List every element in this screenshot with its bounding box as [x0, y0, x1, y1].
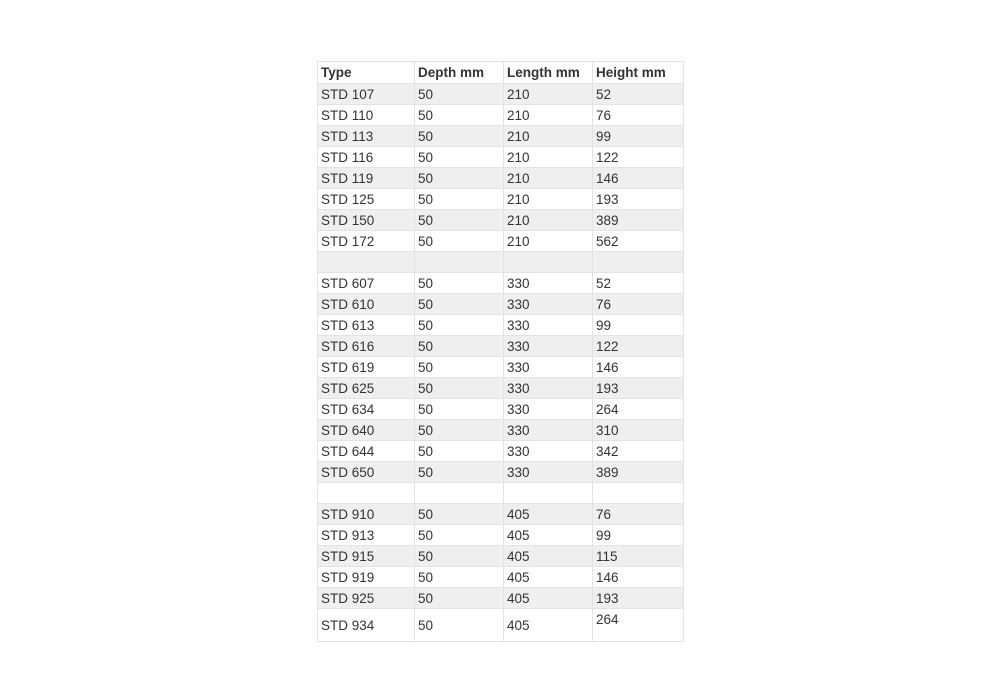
table-cell-height: 389: [593, 210, 684, 231]
table-cell-height: 99: [593, 525, 684, 546]
table-cell-height: 193: [593, 588, 684, 609]
table-cell-height: 146: [593, 168, 684, 189]
table-cell-type: STD 925: [318, 588, 415, 609]
table-cell-height: 52: [593, 84, 684, 105]
table-cell-depth: 50: [415, 525, 504, 546]
table-cell-height: 52: [593, 273, 684, 294]
table-row: [318, 399, 684, 420]
table-cell-depth: 50: [415, 504, 504, 525]
table-cell-depth: 50: [415, 231, 504, 252]
table-cell-height: 115: [593, 546, 684, 567]
table-cell-depth: 50: [415, 168, 504, 189]
table-cell-height: 122: [593, 336, 684, 357]
table-cell-type: STD 616: [318, 336, 415, 357]
table-cell-height: 76: [593, 504, 684, 525]
table-cell-depth: 50: [415, 546, 504, 567]
table-cell-depth: 50: [415, 441, 504, 462]
table-row: [318, 189, 684, 210]
table-cell-depth: 50: [415, 105, 504, 126]
table-cell-type: [318, 483, 415, 504]
table-cell-depth: 50: [415, 84, 504, 105]
table-cell-type: STD 613: [318, 315, 415, 336]
table-cell-type: STD 607: [318, 273, 415, 294]
table-cell-depth: 50: [415, 420, 504, 441]
table-cell-depth: 50: [415, 315, 504, 336]
table-row: [318, 357, 684, 378]
table-cell-type: STD 644: [318, 441, 415, 462]
table-cell-height: 193: [593, 378, 684, 399]
table-row: [318, 294, 684, 315]
table-cell-type: STD 116: [318, 147, 415, 168]
table-cell-type: [318, 252, 415, 273]
table-row: [318, 420, 684, 441]
table-cell-length: [504, 252, 593, 273]
table-cell-type: STD 125: [318, 189, 415, 210]
table-cell-height: 146: [593, 567, 684, 588]
table-cell-length: 330: [504, 273, 593, 294]
table-cell-length: 210: [504, 126, 593, 147]
table-row: [318, 525, 684, 546]
table-cell-height: 99: [593, 315, 684, 336]
table-cell-height: 76: [593, 105, 684, 126]
table-cell-type: STD 619: [318, 357, 415, 378]
table-cell-height: 193: [593, 189, 684, 210]
table-cell-length: 330: [504, 315, 593, 336]
table-row: [318, 273, 684, 294]
table-cell-length: 210: [504, 210, 593, 231]
table-spacer-row: [318, 252, 684, 273]
table-cell-depth: 50: [415, 294, 504, 315]
table-cell-length: 330: [504, 420, 593, 441]
table-cell-depth: 50: [415, 399, 504, 420]
table-cell-length: 210: [504, 189, 593, 210]
table-cell-length: 330: [504, 294, 593, 315]
table-cell-type: STD 919: [318, 567, 415, 588]
table-cell-type: STD 172: [318, 231, 415, 252]
table-cell-depth: 50: [415, 609, 504, 642]
table-row: [318, 210, 684, 231]
table-cell-type: STD 119: [318, 168, 415, 189]
table-cell-depth: 50: [415, 462, 504, 483]
table-cell-depth: 50: [415, 210, 504, 231]
dimensions-table-container: [317, 61, 683, 642]
table-cell-type: STD 913: [318, 525, 415, 546]
table-cell-length: 405: [504, 525, 593, 546]
table-cell-height: 76: [593, 294, 684, 315]
header-length: Length mm: [504, 62, 593, 84]
header-type: Type: [318, 62, 415, 84]
table-cell-length: 405: [504, 546, 593, 567]
table-cell-height: 264: [593, 609, 684, 642]
table-cell-length: [504, 483, 593, 504]
table-cell-length: 330: [504, 462, 593, 483]
dimensions-table: [317, 61, 684, 642]
table-cell-height: [593, 252, 684, 273]
table-cell-length: 405: [504, 588, 593, 609]
table-row: [318, 147, 684, 168]
table-cell-depth: [415, 483, 504, 504]
table-cell-length: 405: [504, 504, 593, 525]
table-cell-height: 389: [593, 462, 684, 483]
table-cell-type: STD 640: [318, 420, 415, 441]
table-row: [318, 84, 684, 105]
table-cell-height: 342: [593, 441, 684, 462]
table-cell-type: STD 650: [318, 462, 415, 483]
header-height: Height mm: [593, 62, 684, 84]
table-row: [318, 441, 684, 462]
table-row: [318, 546, 684, 567]
table-row: [318, 315, 684, 336]
table-cell-type: STD 625: [318, 378, 415, 399]
table-cell-height: 99: [593, 126, 684, 147]
table-body: [318, 84, 684, 642]
table-row: [318, 378, 684, 399]
table-row: [318, 567, 684, 588]
table-cell-length: 330: [504, 357, 593, 378]
table-cell-depth: 50: [415, 273, 504, 294]
table-row: [318, 231, 684, 252]
table-cell-type: STD 113: [318, 126, 415, 147]
table-cell-type: STD 150: [318, 210, 415, 231]
table-row: [318, 588, 684, 609]
table-row: [318, 336, 684, 357]
table-cell-type: STD 915: [318, 546, 415, 567]
table-cell-length: 210: [504, 84, 593, 105]
table-cell-depth: 50: [415, 378, 504, 399]
table-cell-length: 210: [504, 105, 593, 126]
table-cell-depth: 50: [415, 147, 504, 168]
table-spacer-row: [318, 483, 684, 504]
table-row: [318, 462, 684, 483]
table-cell-length: 330: [504, 399, 593, 420]
table-cell-type: STD 910: [318, 504, 415, 525]
table-cell-length: 405: [504, 567, 593, 588]
table-cell-height: 122: [593, 147, 684, 168]
table-row: [318, 609, 684, 642]
table-cell-depth: 50: [415, 336, 504, 357]
table-cell-length: 330: [504, 336, 593, 357]
table-cell-height: 562: [593, 231, 684, 252]
table-cell-height: [593, 483, 684, 504]
table-cell-height: 264: [593, 399, 684, 420]
table-cell-type: STD 610: [318, 294, 415, 315]
table-cell-depth: 50: [415, 567, 504, 588]
table-row: [318, 168, 684, 189]
header-depth: Depth mm: [415, 62, 504, 84]
table-row: [318, 105, 684, 126]
table-cell-depth: 50: [415, 588, 504, 609]
table-cell-type: STD 934: [318, 609, 415, 642]
table-cell-length: 210: [504, 231, 593, 252]
table-cell-length: 330: [504, 441, 593, 462]
table-cell-depth: 50: [415, 126, 504, 147]
table-cell-type: STD 107: [318, 84, 415, 105]
table-cell-length: 405: [504, 609, 593, 642]
header-row: [318, 62, 684, 84]
table-row: [318, 126, 684, 147]
table-cell-depth: [415, 252, 504, 273]
table-header: [318, 62, 684, 84]
table-cell-length: 210: [504, 147, 593, 168]
table-cell-depth: 50: [415, 357, 504, 378]
table-cell-type: STD 634: [318, 399, 415, 420]
table-cell-type: STD 110: [318, 105, 415, 126]
table-row: [318, 504, 684, 525]
table-cell-height: 310: [593, 420, 684, 441]
table-cell-length: 210: [504, 168, 593, 189]
table-cell-length: 330: [504, 378, 593, 399]
table-cell-depth: 50: [415, 189, 504, 210]
table-cell-height: 146: [593, 357, 684, 378]
